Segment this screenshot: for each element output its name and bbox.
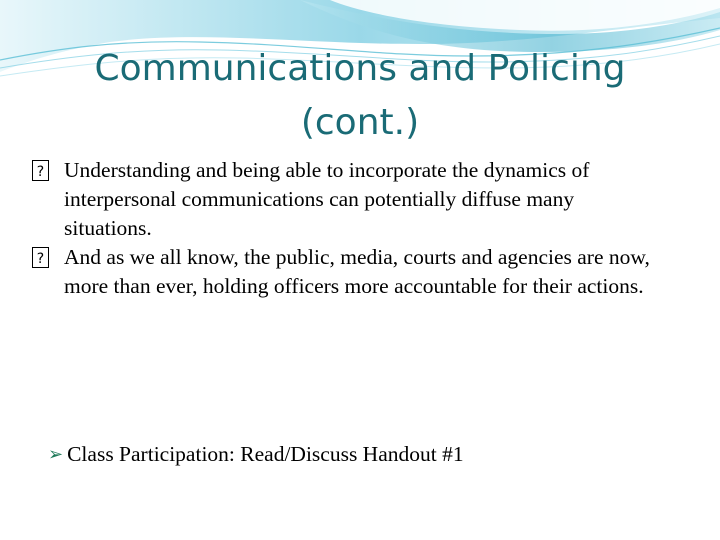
replacement-char-icon (32, 156, 58, 189)
paragraph (32, 156, 652, 243)
arrow-right-icon: ➢ (48, 444, 64, 465)
slide-body (32, 156, 652, 301)
paragraph (32, 243, 652, 301)
paragraph-text: And as we all know, the public, media, courts and agencies are now, more than ever, holding officers more accountable for their actions. (64, 245, 650, 298)
paragraph-text: Understanding and being able to incorporate the dynamics of interpersonal communications can potentially diffuse many situations. (64, 158, 590, 240)
class-participation-text: Class Participation: Read/Discuss Handout #1 (67, 442, 464, 466)
slide-title (40, 42, 680, 150)
title-line-2: (cont.) (300, 102, 420, 143)
replacement-char-icon (32, 243, 58, 276)
class-participation-item (48, 440, 464, 469)
title-line-1: Communications and Policing (94, 48, 626, 89)
